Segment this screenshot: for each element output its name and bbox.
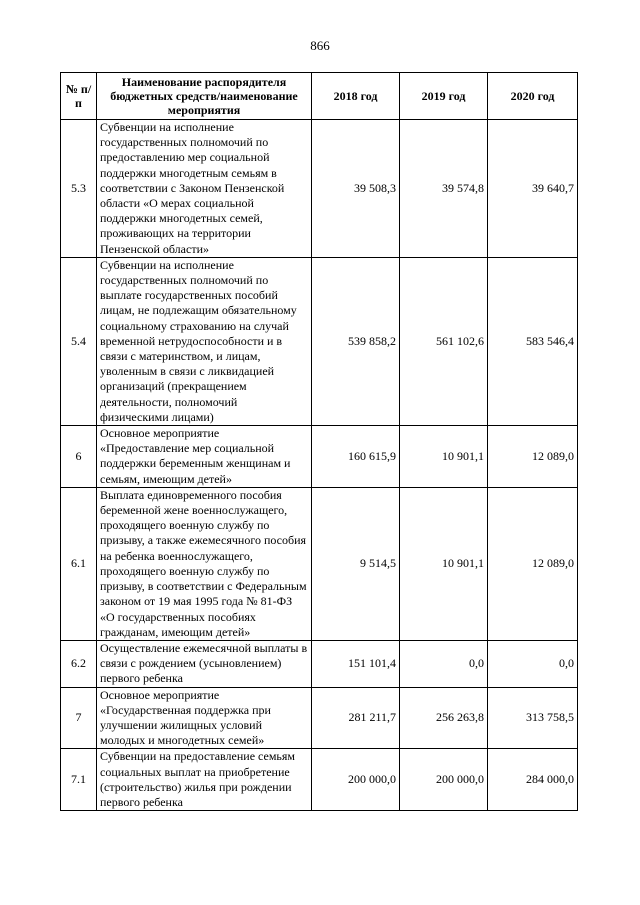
row-name: Осуществление ежемесячной выплаты в связи с рождением (усыновлением) первого ребенка (97, 640, 312, 687)
row-number: 6.1 (61, 487, 97, 640)
row-2020: 313 758,5 (488, 687, 578, 749)
table-row (61, 749, 578, 811)
row-name: Выплата единовременного пособия беременной жене военнослужащего, проходящего военную службу по призыву, а также ежемесячного пособия на ребенка военнослужащего, проходящего военную службу по призыву, в соответствии с Федеральным законом от 19 мая 1995 года № 81-ФЗ «О государственных пособиях гражданам, имеющим детей» (97, 487, 312, 640)
row-2019: 561 102,6 (400, 257, 488, 425)
row-2018: 281 211,7 (312, 687, 400, 749)
header-name: Наименование распорядителя бюджетных средств/наименование мероприятия (97, 73, 312, 120)
page-number: 866 (310, 38, 330, 53)
row-2019: 39 574,8 (400, 120, 488, 258)
row-number: 6.2 (61, 640, 97, 687)
row-name: Субвенции на исполнение государственных полномочий по предоставлению мер социальной поддержки многодетным семьям в соответствии с Законом Пензенской области «О мерах социальной поддержки многодетных семей, проживающих на территории Пензенской области» (97, 120, 312, 258)
row-number: 7 (61, 687, 97, 749)
row-name: Основное мероприятие «Предоставление мер социальной поддержки беременным женщинам и семьям, имеющим детей» (97, 426, 312, 488)
row-2018: 9 514,5 (312, 487, 400, 640)
header-2018: 2018 год (312, 73, 400, 120)
row-name: Основное мероприятие «Государственная поддержка при улучшении жилищных условий молодых и многодетных семей» (97, 687, 312, 749)
row-2018: 151 101,4 (312, 640, 400, 687)
row-2018: 160 615,9 (312, 426, 400, 488)
table-row (61, 687, 578, 749)
row-2020: 583 546,4 (488, 257, 578, 425)
row-name: Субвенции на исполнение государственных полномочий по выплате государственных пособий лицам, не подлежащим обязательному социальному страхованию на случай временной нетрудоспособности и в связи с материнством, и лицам, уволенным в связи с ликвидацией организаций (прекращением деятельности, полномочий физическими лицами) (97, 257, 312, 425)
row-2020: 0,0 (488, 640, 578, 687)
row-number: 6 (61, 426, 97, 488)
row-2019: 256 263,8 (400, 687, 488, 749)
row-number: 7.1 (61, 749, 97, 811)
row-2020: 284 000,0 (488, 749, 578, 811)
row-2019: 10 901,1 (400, 426, 488, 488)
row-number: 5.4 (61, 257, 97, 425)
header-num: № п/п (61, 73, 97, 120)
row-2020: 39 640,7 (488, 120, 578, 258)
header-2020: 2020 год (488, 73, 578, 120)
row-2018: 539 858,2 (312, 257, 400, 425)
header-2019: 2019 год (400, 73, 488, 120)
row-name: Субвенции на предоставление семьям социальных выплат на приобретение (строительство) жилья при рождении первого ребенка (97, 749, 312, 811)
row-2018: 200 000,0 (312, 749, 400, 811)
row-2019: 200 000,0 (400, 749, 488, 811)
row-2019: 0,0 (400, 640, 488, 687)
row-2020: 12 089,0 (488, 426, 578, 488)
row-number: 5.3 (61, 120, 97, 258)
table-row (61, 257, 578, 425)
table-row (61, 120, 578, 258)
table-row (61, 640, 578, 687)
table-body (61, 120, 578, 811)
row-2019: 10 901,1 (400, 487, 488, 640)
table-header-row (61, 73, 578, 120)
row-2018: 39 508,3 (312, 120, 400, 258)
table-row (61, 487, 578, 640)
row-2020: 12 089,0 (488, 487, 578, 640)
budget-table (60, 72, 578, 811)
table-row (61, 426, 578, 488)
